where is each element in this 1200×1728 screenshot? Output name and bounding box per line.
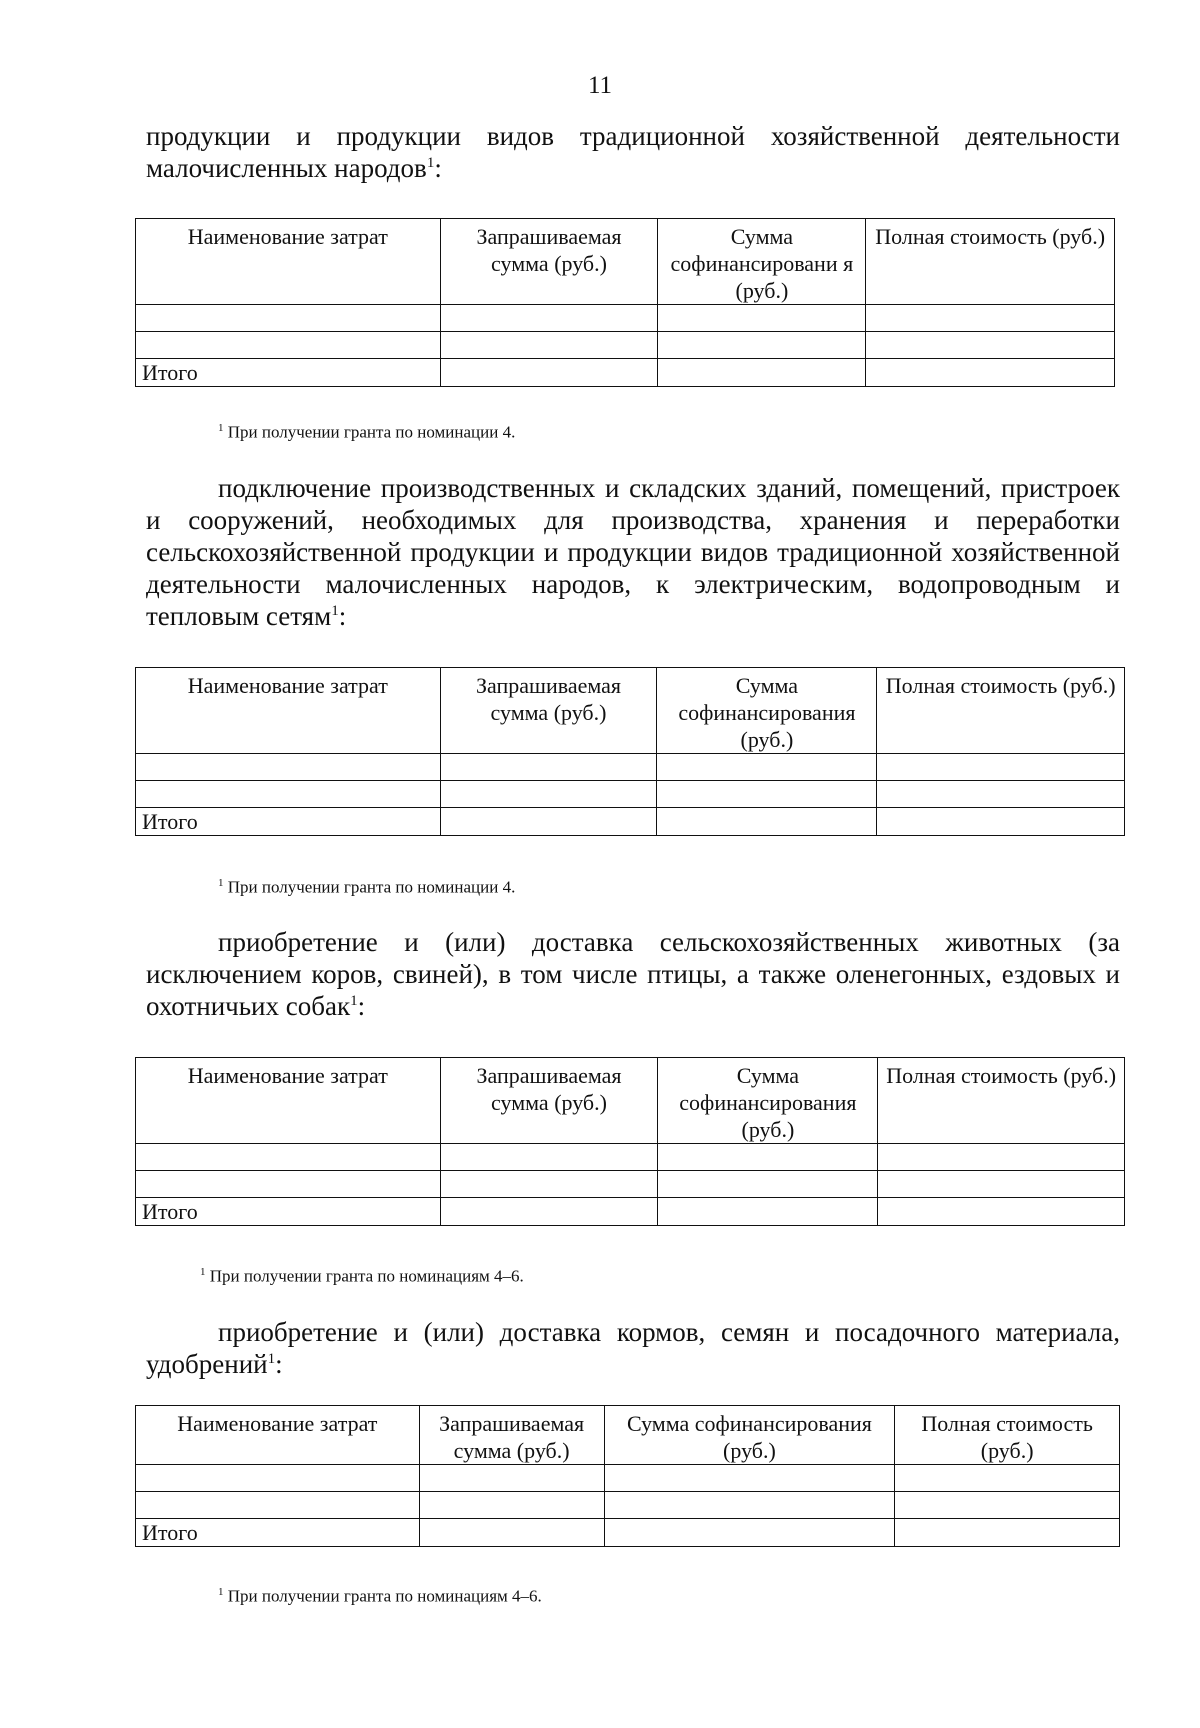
footnote-2: $^1$ При получении гранта по номинации 4. xyxy=(218,877,516,897)
header-full-cost: Полная стоимость (руб.) xyxy=(866,219,1115,305)
table-row xyxy=(136,1465,1120,1492)
header-name: Наименование затрат xyxy=(136,219,441,305)
total-row xyxy=(136,1519,1120,1547)
table-row xyxy=(136,1171,1125,1198)
section-3-text: приобретение и (или) доставка сельскохозяйственных животных (за исключением коров, свиней), в том числе птицы, а также оленегонных, ездовых и охотничьих собак$^1$: xyxy=(146,927,1120,1021)
header-full-cost: Полная стоимость (руб.) xyxy=(878,1058,1125,1144)
footnote-3: $^1$ При получении гранта по номинациям 4–6. xyxy=(200,1266,524,1286)
total-row xyxy=(136,359,1115,387)
total-row xyxy=(136,1198,1125,1226)
section-4-text: приобретение и (или) доставка кормов, семян и посадочного материала, удобрений$^1$: xyxy=(146,1317,1120,1379)
header-cofinancing: Сумма софинансирования (руб.) xyxy=(604,1406,895,1465)
header-full-cost: Полная стоимость (руб.) xyxy=(877,668,1125,754)
header-name: Наименование затрат xyxy=(136,1058,441,1144)
header-requested: Запрашиваемая сумма (руб.) xyxy=(419,1406,604,1465)
cost-table-4 xyxy=(135,1405,1120,1547)
total-label: Итого xyxy=(136,1519,420,1547)
header-cofinancing: Сумма софинансировани я (руб.) xyxy=(658,219,866,305)
table-row xyxy=(136,1144,1125,1171)
total-label: Итого xyxy=(136,808,441,836)
section-2-text: подключение производственных и складских зданий, помещений, пристроек и сооружений, необходимых для производства, хранения и переработки сельскохозяйственной продукции и продукции видов традиционной хозяйственной деятельности малочисленных народов, к электрическим, водопроводным и тепловым сетям$^1$: xyxy=(146,473,1120,631)
table-row xyxy=(136,781,1125,808)
footnote-1: $^1$ При получении гранта по номинации 4. xyxy=(218,422,516,442)
header-cofinancing: Сумма софинансирования (руб.) xyxy=(657,668,877,754)
header-requested: Запрашиваемая сумма (руб.) xyxy=(440,219,658,305)
header-cofinancing: Сумма софинансирования (руб.) xyxy=(658,1058,878,1144)
total-row xyxy=(136,808,1125,836)
header-name: Наименование затрат xyxy=(136,1406,420,1465)
total-label: Итого xyxy=(136,1198,441,1226)
header-name: Наименование затрат xyxy=(136,668,441,754)
table-row xyxy=(136,754,1125,781)
cost-table-2 xyxy=(135,667,1125,836)
header-requested: Запрашиваемая сумма (руб.) xyxy=(440,668,657,754)
table-row xyxy=(136,332,1115,359)
cost-table-3 xyxy=(135,1057,1125,1226)
header-requested: Запрашиваемая сумма (руб.) xyxy=(440,1058,658,1144)
section-1-text: продукции и продукции видов традиционной хозяйственной деятельности малочисленных народов$^1$: xyxy=(146,121,1120,183)
cost-table-1 xyxy=(135,218,1115,387)
header-full-cost: Полная стоимость (руб.) xyxy=(895,1406,1120,1465)
table-row xyxy=(136,1492,1120,1519)
total-label: Итого xyxy=(136,359,441,387)
page-number: 11 xyxy=(587,72,613,99)
table-row xyxy=(136,305,1115,332)
footnote-4: $^1$ При получении гранта по номинациям 4–6. xyxy=(218,1586,542,1606)
